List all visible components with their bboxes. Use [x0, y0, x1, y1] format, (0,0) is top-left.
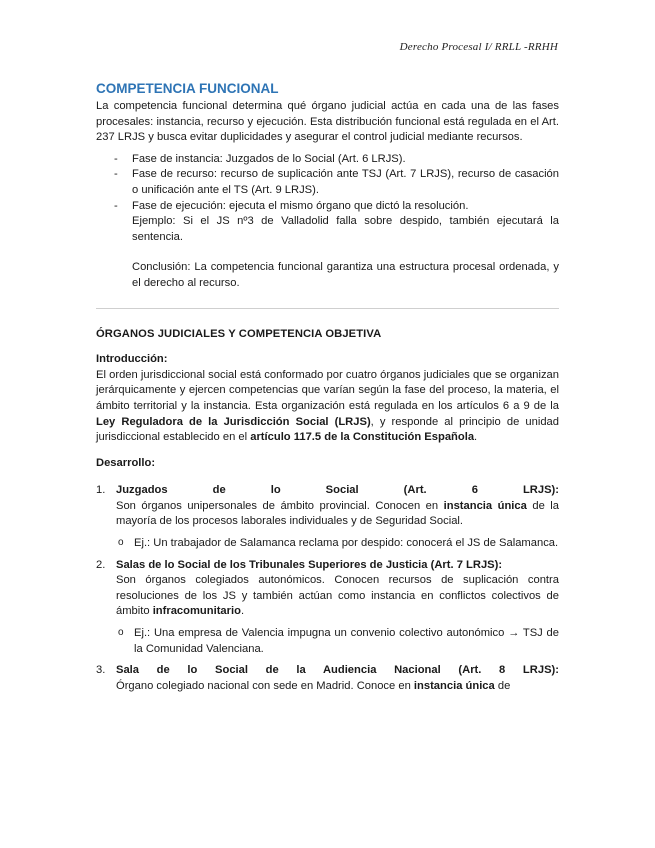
item-title: Juzgados de lo Social (Art. 6 LRJS): — [116, 484, 559, 497]
list-item: - Fase de recurso: recurso de suplicación ante TSJ (Art. 7 LRJS), recurso de casación o unificación ante el TS (Art. 9 LRJS). — [114, 168, 559, 196]
section-divider — [96, 308, 559, 309]
list-item: - Fase de ejecución: ejecuta el mismo órgano que dictó la resolución. Ejemplo: Si el JS nº3 de Valladolid falla sobre despido, también ejecutará la sentencia. Conclusión: La competencia funcional garantiza una estructura procesal ordenada, y el derecho al recurso. — [96, 199, 559, 292]
list-item: 1. Juzgados de lo Social (Art. 6 LRJS): Son órganos unipersonales de ámbito provincial. Conocen en instancia única de la mayoría de los procesos laborales individuales y de Seguridad Social. o Ej.: Un trabajador de Salamanca reclama por despido: conocerá el JS de Salamanca. — [96, 483, 559, 551]
organs-list — [96, 483, 559, 694]
section-title-organos: ÓRGANOS JUDICIALES Y COMPETENCIA OBJETIVA — [96, 327, 382, 340]
item-title: Salas de lo Social de los Tribunales Superiores de Justicia (Art. 7 LRJS): — [116, 558, 503, 571]
list-item: 2. Salas de lo Social de los Tribunales Superiores de Justicia (Art. 7 LRJS): Son órganos colegiados autonómicos. Conocen recursos de suplicación contra resoluciones de los JS y también actúan como instancia en conflictos colectivos de ámbito infracomunitario. o Ej.: Una empresa de Valencia impugna un convenio colectivo autonómico → TSJ de la Comunidad Valenciana. — [96, 558, 559, 658]
example-item: o Ej.: Un trabajador de Salamanca reclama por despido: conocerá el JS de Salamanca. — [118, 537, 559, 550]
example-text: Ejemplo: Si el JS nº3 de Valladolid falla sobre despido, también ejecutará la sentencia. — [132, 215, 559, 243]
section1-intro: La competencia funcional determina qué órgano judicial actúa en cada una de las fases procesales: instancia, recurso y ejecución. Esta distribución funcional está regulada en el Art. 237 LRJS y busca evitar duplicidades y asegurar el control judicial mediante recursos. — [96, 100, 559, 144]
example-item: o Ej.: Una empresa de Valencia impugna un convenio colectivo autonómico → TSJ de la Comunidad Valenciana. — [118, 627, 559, 655]
development-label: Desarrollo: — [96, 456, 156, 469]
conclusion-text: Conclusión: La competencia funcional garantiza una estructura procesal ordenada, y el derecho al recurso. — [132, 261, 559, 289]
list-item: 3. Sala de lo Social de la Audiencia Nacional (Art. 8 LRJS): Órgano colegiado nacional con sede en Madrid. Conoce en instancia única de — [96, 664, 559, 692]
phases-list — [96, 152, 559, 292]
item-title: Sala de lo Social de la Audiencia Nacional (Art. 8 LRJS): — [116, 664, 559, 677]
running-header: Derecho Procesal I/ RRLL -RRHH — [399, 41, 558, 53]
section-title-competencia-funcional: COMPETENCIA FUNCIONAL — [96, 81, 279, 96]
intro-label: Introducción: — [96, 353, 168, 366]
list-item: - Fase de instancia: Juzgados de lo Social (Art. 6 LRJS). — [114, 152, 406, 165]
page-content — [96, 80, 559, 700]
section2-intro: El orden jurisdiccional social está conformado por cuatro órganos judiciales que se organizan jerárquicamente y ejercen competencias que varían según la fase del proceso, la materia, el ámbito territorial y la instancia. Esta organización está regulada en los artículos 6 a 9 de la Ley Reguladora de la Jurisdicción Social (LRJS), y responde al principio de unidad jurisdiccional establecido en el artículo 117.5 de la Constitución Española. — [96, 368, 559, 444]
